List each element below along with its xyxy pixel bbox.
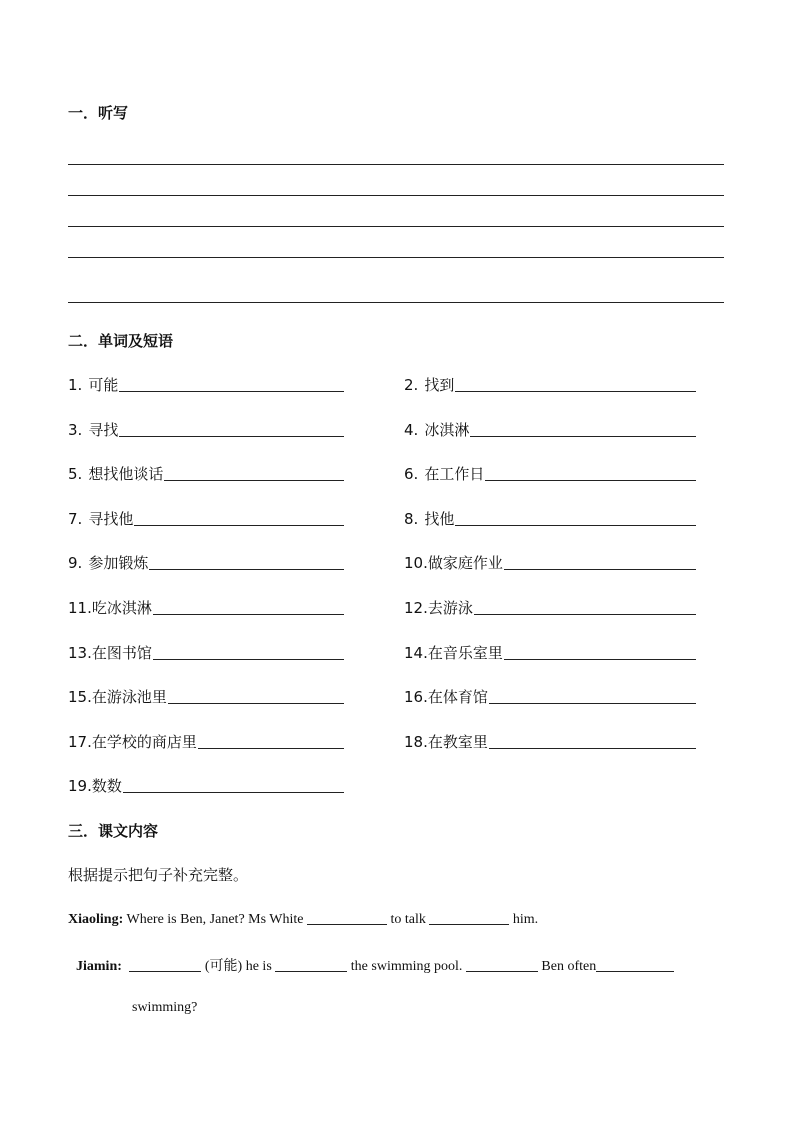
sentence-text: the swimming pool.	[350, 959, 463, 974]
dictation-line[interactable]	[68, 226, 724, 227]
vocab-answer-blank[interactable]	[164, 480, 344, 481]
vocab-item	[404, 686, 488, 707]
vocab-answer-blank[interactable]	[134, 525, 344, 526]
vocab-item-number: 6.	[404, 465, 419, 483]
sentence-text: (可能) he is	[204, 959, 272, 974]
speaker-name: Jiamin:	[76, 959, 122, 974]
vocab-item	[68, 419, 118, 440]
vocab-item-label: 在体育馆	[427, 688, 488, 706]
vocab-answer-blank[interactable]	[489, 748, 696, 749]
vocab-item-number: 5.	[68, 465, 83, 483]
vocab-answer-blank[interactable]	[153, 614, 344, 615]
vocab-item	[404, 731, 488, 752]
vocab-answer-blank[interactable]	[455, 391, 696, 392]
vocab-answer-blank[interactable]	[149, 569, 344, 570]
vocab-item-number: 9.	[68, 554, 83, 572]
vocab-item-label: 在图书馆	[91, 644, 152, 662]
vocab-item	[404, 642, 503, 663]
vocab-answer-blank[interactable]	[153, 659, 344, 660]
vocab-item-number: 1.	[68, 376, 83, 394]
vocab-item-number: 7.	[68, 510, 83, 528]
vocab-item	[404, 597, 473, 618]
vocab-item-number: 10.	[404, 554, 428, 572]
vocab-item-label: 在教室里	[427, 733, 488, 751]
vocab-answer-blank[interactable]	[504, 569, 696, 570]
vocab-item-label: 找他	[424, 510, 455, 528]
vocab-item	[404, 419, 469, 440]
vocab-item-label: 去游泳	[427, 599, 473, 617]
vocab-item-label: 寻找他	[88, 510, 134, 528]
section-title-vocabulary: 二．单词及短语	[68, 332, 174, 350]
vocab-answer-blank[interactable]	[119, 391, 344, 392]
vocab-item	[68, 731, 197, 752]
vocab-item-label: 在音乐室里	[427, 644, 503, 662]
vocab-item-label: 找到	[424, 376, 455, 394]
sentence-text: him.	[512, 912, 539, 927]
vocab-answer-blank[interactable]	[474, 614, 696, 615]
section-title-dictation: 一．听写	[68, 104, 129, 122]
vocab-item-label: 可能	[88, 376, 119, 394]
vocab-item	[68, 508, 133, 529]
sentence-text: to talk	[390, 912, 426, 927]
vocab-item-number: 13.	[68, 644, 92, 662]
vocab-item-number: 12.	[404, 599, 428, 617]
sentence-text: Where is Ben, Janet? Ms White	[126, 912, 304, 927]
vocab-item-number: 16.	[404, 688, 428, 706]
vocab-item-number: 3.	[68, 421, 83, 439]
vocab-item	[404, 508, 454, 529]
vocab-item-label: 参加锻炼	[88, 554, 149, 572]
answer-blank[interactable]	[307, 910, 387, 925]
dictation-line[interactable]	[68, 195, 724, 196]
vocab-item	[68, 597, 152, 618]
vocab-item-number: 18.	[404, 733, 428, 751]
speaker-name: Xiaoling:	[68, 912, 124, 927]
vocab-answer-blank[interactable]	[168, 703, 344, 704]
answer-blank[interactable]	[129, 957, 201, 972]
instruction-text: 根据提示把句子补充完整。	[68, 866, 249, 884]
answer-blank[interactable]	[275, 957, 347, 972]
dialogue-line-continuation: swimming?	[132, 1000, 198, 1015]
vocab-item	[404, 552, 503, 573]
answer-blank[interactable]	[466, 957, 538, 972]
vocab-item-number: 2.	[404, 376, 419, 394]
vocab-item-label: 寻找	[88, 421, 119, 439]
vocab-item-label: 在工作日	[424, 465, 485, 483]
vocab-item	[68, 686, 167, 707]
vocab-answer-blank[interactable]	[489, 703, 696, 704]
vocab-item-number: 4.	[404, 421, 419, 439]
vocab-answer-blank[interactable]	[455, 525, 696, 526]
vocab-item-label: 吃冰淇淋	[91, 599, 152, 617]
dictation-line[interactable]	[68, 164, 724, 165]
vocab-answer-blank[interactable]	[485, 480, 696, 481]
vocab-item-number: 19.	[68, 777, 92, 795]
vocab-item	[68, 552, 148, 573]
vocab-item-number: 15.	[68, 688, 92, 706]
vocab-answer-blank[interactable]	[504, 659, 696, 660]
vocab-item	[68, 775, 122, 796]
vocab-item	[68, 642, 152, 663]
vocab-answer-blank[interactable]	[470, 436, 696, 437]
dialogue-line-xiaoling	[68, 910, 538, 928]
vocab-item-label: 数数	[91, 777, 122, 795]
answer-blank[interactable]	[596, 957, 674, 972]
vocab-item-number: 17.	[68, 733, 92, 751]
vocab-item-label: 在游泳池里	[91, 688, 167, 706]
vocab-answer-blank[interactable]	[123, 792, 344, 793]
vocab-item	[68, 374, 118, 395]
vocab-item	[68, 463, 163, 484]
vocab-answer-blank[interactable]	[198, 748, 344, 749]
vocab-item-number: 11.	[68, 599, 92, 617]
dialogue-line-jiamin	[76, 955, 674, 975]
vocab-item	[404, 374, 454, 395]
vocab-item-label: 在学校的商店里	[91, 733, 197, 751]
answer-blank[interactable]	[429, 910, 509, 925]
vocab-item-label: 冰淇淋	[424, 421, 470, 439]
vocab-answer-blank[interactable]	[119, 436, 344, 437]
section-title-text-content: 三．课文内容	[68, 822, 159, 840]
sentence-text: Ben often	[541, 959, 597, 974]
vocab-item-number: 14.	[404, 644, 428, 662]
vocab-item	[404, 463, 484, 484]
vocab-item-label: 想找他谈话	[88, 465, 164, 483]
vocab-item-number: 8.	[404, 510, 419, 528]
vocab-item-label: 做家庭作业	[427, 554, 503, 572]
dictation-line[interactable]	[68, 257, 724, 258]
dictation-line[interactable]	[68, 302, 724, 303]
